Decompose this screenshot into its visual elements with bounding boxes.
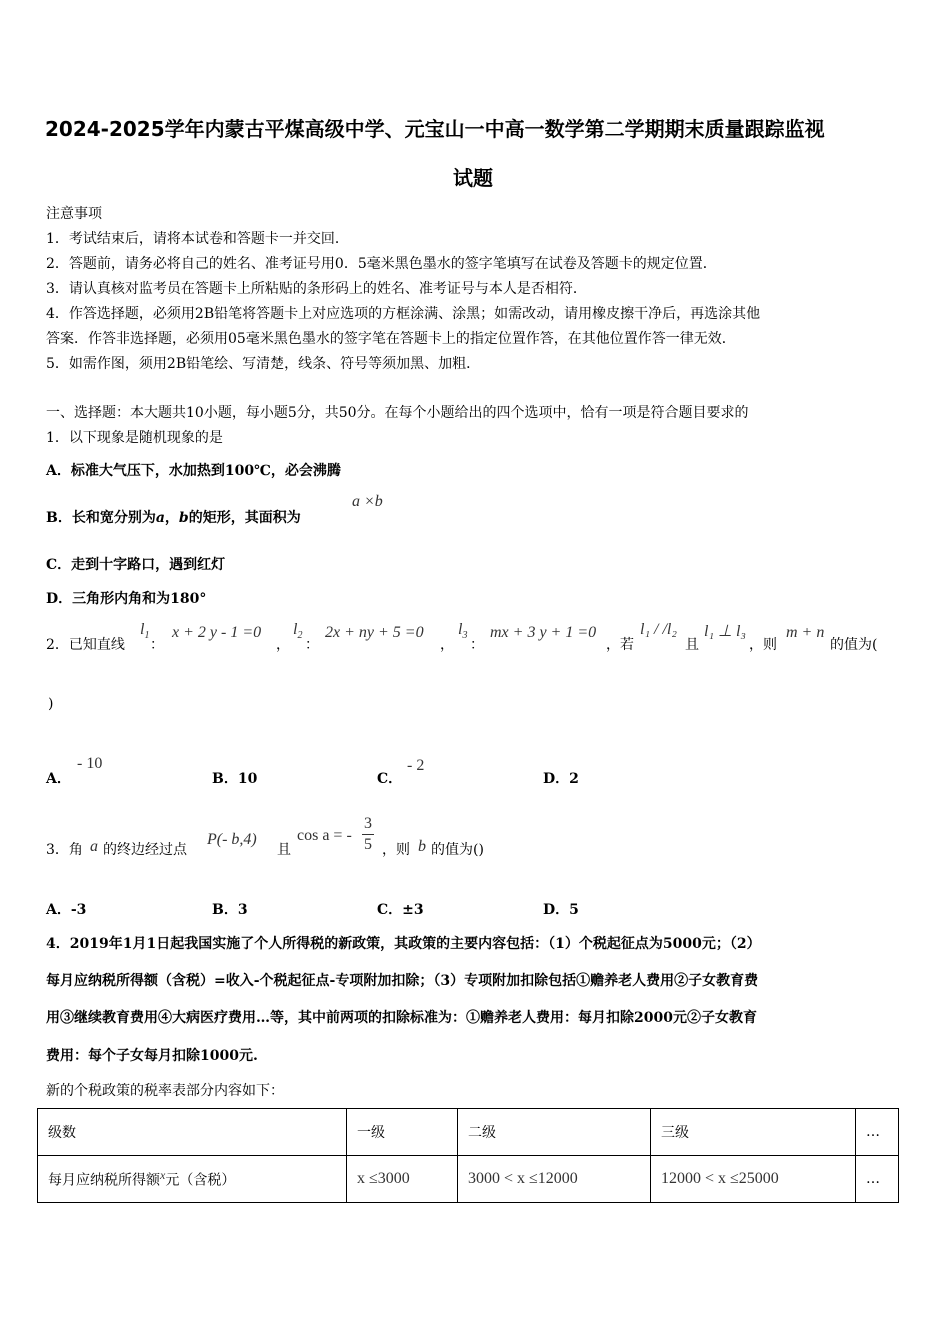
equation-l1: x + 2 y - 1 =0 — [172, 624, 262, 641]
question-1-option-a: A．标准大气压下，水加热到100℃，必会沸腾 — [46, 463, 341, 479]
option-b-suffix: 的矩形，其面积为 — [188, 510, 301, 526]
question-3-ask: 的值为() — [431, 842, 484, 858]
notice-item: 2．答题前，请务必将自己的姓名、准考证号用0．5毫米黑色墨水的签字笔填写在试卷及答题卡的规定位置． — [46, 256, 717, 272]
notice-item: 答案．作答非选择题，必须用05毫米黑色墨水的签字笔在答题卡上的指定位置作答，在其他位置作答一律无效． — [46, 331, 736, 347]
question-1-option-b — [46, 507, 301, 527]
question-1-stem: 1．以下现象是随机现象的是 — [46, 430, 223, 446]
question-2-option-c-value: - 2 — [407, 757, 425, 774]
parallel-condition: l₁ / /l₂ — [640, 621, 677, 638]
table-intro: 新的个税政策的税率表部分内容如下： — [46, 1083, 284, 1099]
colon: ： — [305, 637, 319, 653]
colon: ： — [150, 637, 164, 653]
question-3-option-a: A．-3 — [46, 902, 87, 918]
then-word: ，则 — [382, 842, 410, 858]
question-1-option-d: D．三角形内角和为180° — [46, 591, 207, 607]
table-cell: … — [856, 1156, 899, 1203]
and-word: 且 — [685, 637, 699, 653]
question-2-prefix: 2．已知直线 — [46, 637, 125, 653]
notice-item: 1．考试结束后，请将本试卷和答题卡一并交回． — [46, 231, 349, 247]
table-row-label: 每月应纳税所得额$^x$元（含税） — [38, 1156, 347, 1203]
notice-item: 3．请认真核对监考员在答题卡上所粘贴的条形码上的姓名、准考证号与本人是否相符． — [46, 281, 587, 297]
close-paren: ) — [48, 696, 54, 712]
table-cell: 3000 < x ≤12000 — [458, 1156, 651, 1203]
question-2-option-b: B．10 — [212, 771, 258, 787]
sum-expression: m + n — [786, 624, 825, 641]
fraction-denominator: 5 — [364, 836, 372, 853]
separator: ， — [276, 637, 290, 653]
table-header-row — [38, 1109, 899, 1156]
tax-rate-table — [37, 1108, 899, 1203]
question-4-line: 每月应纳税所得额（含税）=收入-个税起征点-专项附加扣除；（3）专项附加扣除包括①赡养老人费用②子女教育费 — [46, 973, 759, 989]
question-3-option-b: B．3 — [212, 902, 248, 918]
line-l3-label: $l_3$ — [458, 621, 468, 642]
table-header-cell: 一级 — [347, 1109, 458, 1156]
table-header-cell: … — [856, 1109, 899, 1156]
equation-l3: mx + 3 y + 1 =0 — [490, 624, 597, 641]
table-cell: 12000 < x ≤25000 — [651, 1156, 856, 1203]
page-title: 2024-2025学年内蒙古平煤高级中学、元宝山一中高一数学第二学期期末质量跟踪监视 — [45, 117, 825, 141]
line-l1-label: $l_1$ — [140, 621, 150, 642]
question-4-line: 用③继续教育费用④大病医疗费用…等，其中前两项的扣除标准为：①赡养老人费用：每月扣除2000元②子女教育 — [46, 1010, 757, 1026]
question-4-line: 4．2019年1月1日起我国实施了个人所得税的新政策，其政策的主要内容包括：（1）个税起征点为5000元；（2） — [46, 936, 761, 952]
table-row — [38, 1156, 899, 1203]
fraction-numerator: 3 — [362, 814, 374, 835]
fraction-3-5 — [362, 814, 374, 855]
math-area-expression: a ×b — [352, 493, 383, 510]
line-l2-label: $l_2$ — [293, 621, 303, 642]
question-4-line: 费用：每个子女每月扣除1000元. — [46, 1048, 258, 1064]
question-3-mid: 的终边经过点 — [103, 842, 187, 858]
var-a: a — [155, 510, 165, 526]
question-2-option-a-letter: A． — [46, 771, 71, 787]
question-3-option-d: D．5 — [543, 902, 579, 918]
question-2-option-c-letter: C． — [377, 771, 403, 787]
perpendicular-condition: l₁ ⊥ l₃ — [704, 623, 746, 640]
then-word: ，则 — [749, 637, 777, 653]
option-b-prefix: B．长和宽分别为 — [46, 510, 156, 526]
var-b: b — [418, 838, 426, 855]
notice-item: 4．作答选择题，必须用2B铅笔将答题卡上对应选项的方框涂满、涂黑；如需改动，请用橡皮擦干净后，再选涂其他 — [46, 306, 761, 322]
table-header-cell: 二级 — [458, 1109, 651, 1156]
question-2-option-a-value: - 10 — [77, 755, 103, 772]
cos-expression: cos a = - — [297, 827, 352, 844]
var-b: b — [178, 510, 189, 526]
comma: ， — [164, 510, 179, 526]
colon: ： — [470, 637, 484, 653]
separator: ， — [440, 637, 454, 653]
question-3-option-c: C．±3 — [377, 902, 424, 918]
table-cell: x ≤3000 — [347, 1156, 458, 1203]
question-2-ask: 的值为( — [830, 637, 878, 653]
table-header-cell: 三级 — [651, 1109, 856, 1156]
section-heading: 一、选择题：本大题共10小题，每小题5分，共50分。在每个小题给出的四个选项中，恰有一项是符合题目要求的 — [46, 405, 749, 421]
and-word: 且 — [277, 842, 291, 858]
question-2-option-d: D．2 — [543, 771, 579, 787]
notice-item: 5．如需作图，须用2B铅笔绘、写清楚，线条、符号等须加黑、加粗． — [46, 356, 481, 372]
angle-alpha: a — [90, 838, 98, 855]
condition-if: ，若 — [606, 637, 634, 653]
point-p: P(- b,4) — [207, 831, 257, 848]
table-header-cell: 级数 — [38, 1109, 347, 1156]
question-1-option-c: C．走到十字路口，遇到红灯 — [46, 557, 226, 573]
notice-heading: 注意事项 — [46, 206, 102, 222]
equation-l2: 2x + ny + 5 =0 — [325, 624, 424, 641]
page-title-line2: 试题 — [453, 166, 493, 190]
question-3-prefix: 3．角 — [46, 842, 83, 858]
